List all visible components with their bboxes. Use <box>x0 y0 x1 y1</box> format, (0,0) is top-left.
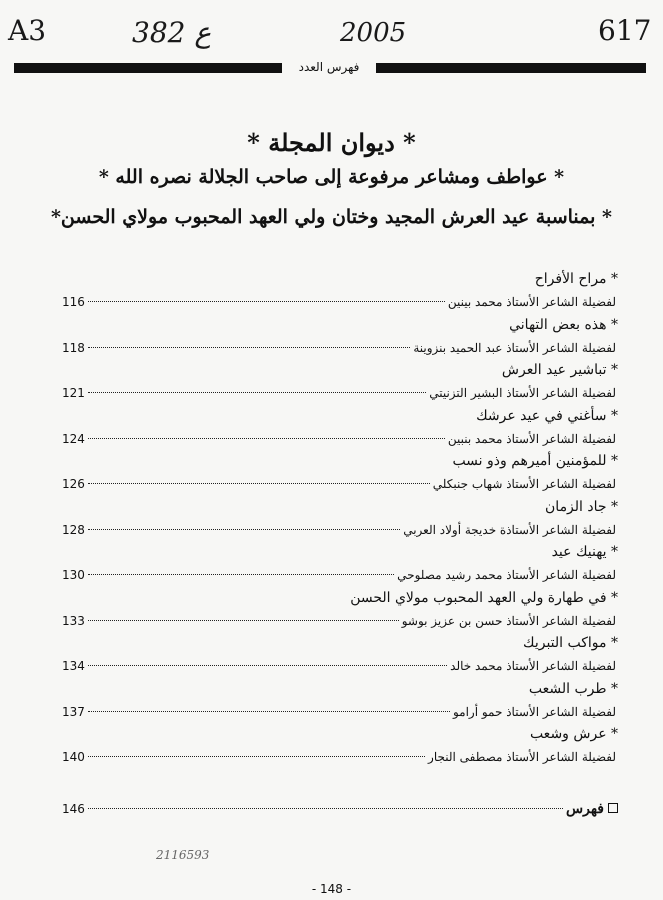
author-line <box>62 382 618 404</box>
poem-page-number: 126 <box>62 477 85 491</box>
toc-entry <box>62 587 618 633</box>
poem-page-number: 137 <box>62 704 85 719</box>
handwritten-a3-note: A3 <box>8 14 47 47</box>
poem-title: * مراح الأفراح <box>534 271 618 287</box>
poem-author: لفضيلة الشاعر الأستاذة خديجة أولاد العربي <box>403 522 616 537</box>
toc-entry <box>62 541 618 587</box>
author-line <box>62 655 618 677</box>
leader-dots <box>88 574 394 575</box>
toc-entry <box>62 450 618 496</box>
poem-author: لفضيلة الشاعر الأستاذ محمد بينين <box>447 295 616 309</box>
poem-page-number: 116 <box>62 295 85 309</box>
table-of-contents <box>62 268 618 769</box>
header-bar-right <box>376 63 646 73</box>
leader-dots <box>88 711 450 712</box>
poem-page-number: 133 <box>62 613 85 628</box>
toc-entry-index <box>62 801 618 817</box>
toc-entry <box>62 496 618 542</box>
toc-entry <box>62 314 618 360</box>
leader-dots <box>88 392 426 393</box>
poem-author: لفضيلة الشاعر الأستاذ محمد رشيد مصلوحي <box>397 568 616 582</box>
leader-dots <box>88 301 445 302</box>
handwritten-year-note: 2005 <box>340 18 407 48</box>
toc-entry <box>62 405 618 451</box>
leader-dots <box>88 756 425 757</box>
index-page-number: 146 <box>62 802 85 816</box>
poem-author: لفضيلة الشاعر الأستاذ البشير التزنيتي <box>429 386 616 400</box>
author-line <box>62 337 618 359</box>
issue-index-label: فهرس العدد <box>298 60 360 74</box>
index-title: فهرس <box>566 801 604 817</box>
leader-dots <box>88 808 563 809</box>
poem-author: لفضيلة الشاعر الأستاذ محمد خالد <box>450 659 616 673</box>
toc-entry <box>62 723 618 769</box>
poem-author: لفضيلة الشاعر الأستاذ شهاب جنبكلي <box>432 477 616 491</box>
author-line <box>62 610 618 632</box>
checkbox-square-icon <box>608 803 618 813</box>
poem-page-number: 121 <box>62 386 85 400</box>
author-line <box>62 746 618 768</box>
poem-title: * مواكب التبريك <box>523 635 618 651</box>
poem-author: لفضيلة الشاعر الأستاذ عبد الحميد بنزوينة <box>413 340 616 355</box>
poem-author: لفضيلة الشاعر الأستاذ حسن بن عزيز بوشو <box>401 613 616 628</box>
poem-title: * هذه بعض التهاني <box>509 316 618 333</box>
poem-title: * جاد الزمان <box>545 498 618 515</box>
poem-page-number: 134 <box>62 659 85 673</box>
handwritten-code-note: 382 ع <box>132 16 212 49</box>
handwritten-bottom-note: 2116593 <box>156 848 210 862</box>
poem-author: لفضيلة الشاعر الأستاذ محمد بنبين <box>447 431 616 446</box>
poem-title: * تباشير عيد العرش <box>501 362 618 378</box>
poem-page-number: 140 <box>62 750 85 764</box>
header-bar-left <box>14 63 282 73</box>
leader-dots <box>88 665 447 666</box>
author-line <box>62 701 618 723</box>
author-line <box>62 564 618 586</box>
poem-author: لفضيلة الشاعر الأستاذ حمو أرامو <box>452 704 616 719</box>
leader-dots <box>88 438 445 439</box>
poem-title: * سأغني في عيد عرشك <box>476 407 618 424</box>
leader-dots <box>88 347 410 348</box>
author-line <box>62 473 618 495</box>
section-subtitle-occasion: * بمناسبة عيد العرش المجيد وختان ولي العهد المحبوب مولاي الحسن* <box>51 206 612 228</box>
poem-page-number: 118 <box>62 340 85 355</box>
poem-page-number: 130 <box>62 568 85 582</box>
poem-page-number: 128 <box>62 522 85 537</box>
poem-title: * يهنيك عيد <box>551 544 618 560</box>
leader-dots <box>88 620 399 621</box>
toc-entry <box>62 632 618 678</box>
poem-title: * طرب الشعب <box>528 680 618 697</box>
section-title: * ديوان المجلة * <box>247 128 416 157</box>
toc-entry <box>62 359 618 405</box>
page-number: - 148 - <box>311 882 352 896</box>
author-line <box>62 519 618 541</box>
poem-title: * في طهارة ولي العهد المحبوب مولاي الحسن <box>350 589 618 606</box>
leader-dots <box>88 529 400 530</box>
toc-entry <box>62 678 618 724</box>
leader-dots <box>88 483 430 484</box>
author-line <box>62 428 618 450</box>
poem-page-number: 124 <box>62 431 85 446</box>
poem-author: لفضيلة الشاعر الأستاذ مصطفى النجار <box>428 750 616 764</box>
section-subtitle: * عواطف ومشاعر مرفوعة إلى صاحب الجلالة نصره الله * <box>98 166 565 188</box>
author-line <box>62 291 618 313</box>
poem-title: * عرش وشعب <box>529 726 618 742</box>
toc-entry <box>62 268 618 314</box>
poem-title: * للمؤمنين أميرهم وذو نسب <box>452 453 618 469</box>
handwritten-number-note: 617 <box>598 14 652 47</box>
